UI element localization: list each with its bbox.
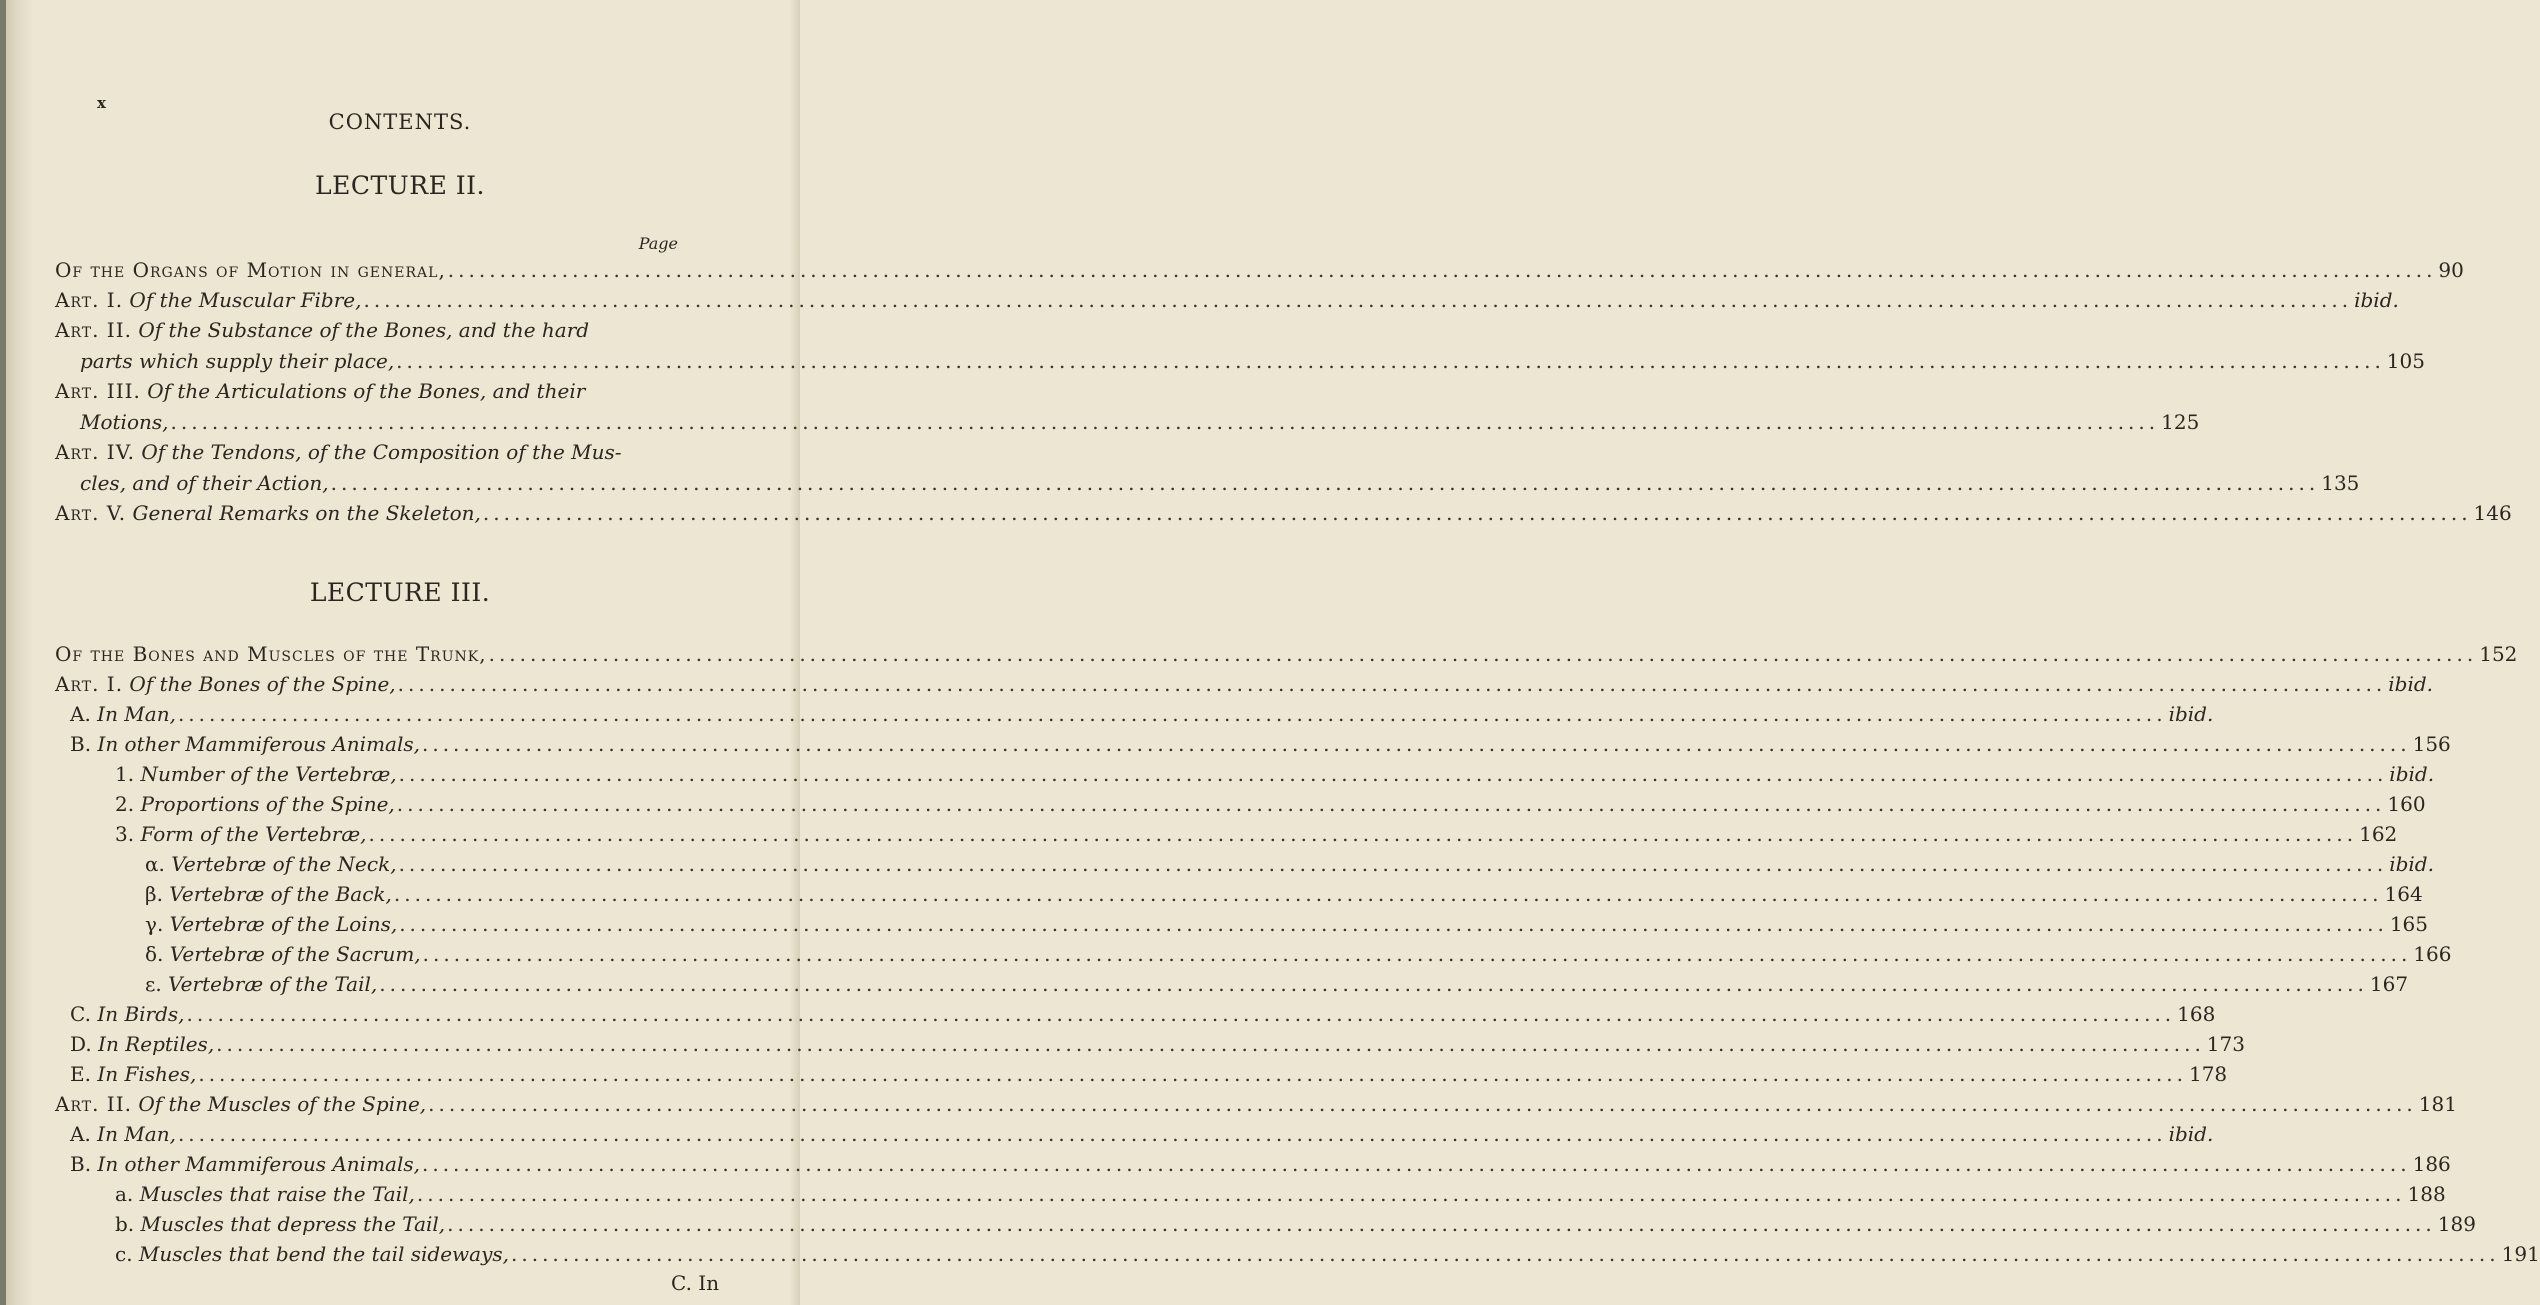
toc-entry-text: Of the Articulations of the Bones, and their <box>147 379 586 403</box>
toc-entry-label: E. <box>70 1062 91 1086</box>
toc-entry-text: Vertebræ of the Neck, <box>171 852 397 876</box>
toc-page-number: 156 <box>2412 732 2451 756</box>
toc-page-number: ibid. <box>2168 702 2214 726</box>
leader-dots <box>363 288 2352 312</box>
toc-entry-label: A. <box>70 702 91 726</box>
toc-entry-label: b. <box>115 1212 135 1236</box>
leader-dots <box>171 410 2160 434</box>
leader-dots <box>447 1212 2436 1236</box>
toc-entry-label: C. <box>70 1002 91 1026</box>
toc-entry[interactable] <box>115 762 2435 786</box>
toc-entry[interactable] <box>115 822 2398 846</box>
toc-page-number: ibid. <box>2168 1122 2214 1146</box>
leader-dots <box>399 852 2388 876</box>
toc-entry-label: Art. I. <box>55 288 124 312</box>
leader-dots <box>178 702 2167 726</box>
toc-entry[interactable] <box>145 972 2409 996</box>
toc-entry-text: In Reptiles, <box>98 1032 215 1056</box>
toc-entry-label: c. <box>115 1242 133 1266</box>
leader-dots <box>216 1032 2205 1056</box>
toc-entry-label: 3. <box>115 822 135 846</box>
toc-page-number: ibid. <box>2389 852 2434 876</box>
leader-dots <box>178 1122 2167 1146</box>
toc-entry[interactable] <box>70 732 2451 756</box>
leader-dots <box>417 1182 2406 1206</box>
toc-entry-text: Of the Muscles of the Spine, <box>138 1092 427 1116</box>
toc-page-number: 146 <box>2473 501 2512 525</box>
toc-entry-label: Art. IV. <box>55 440 135 464</box>
toc-entry-text: In Man, <box>97 702 176 726</box>
toc-entry[interactable] <box>70 702 2214 726</box>
toc-entry-text: In Fishes, <box>97 1062 197 1086</box>
toc-entry-art-5[interactable] <box>55 501 2512 525</box>
toc-page-number: 173 <box>2206 1032 2245 1056</box>
toc-page-number: 191 <box>2501 1242 2540 1266</box>
leader-dots <box>398 672 2387 696</box>
leader-dots <box>489 642 2478 666</box>
toc-entry-text: Form of the Vertebræ, <box>140 822 367 846</box>
leader-dots <box>379 972 2368 996</box>
leader-dots <box>511 1242 2500 1266</box>
toc-entry-text: Vertebræ of the Loins, <box>169 912 398 936</box>
toc-entry-text: Vertebræ of the Sacrum, <box>169 942 421 966</box>
toc-entry-label: Art. II. <box>55 1092 132 1116</box>
toc-page-number: 90 <box>2438 258 2464 282</box>
toc-entry-label: B. <box>70 732 92 756</box>
toc-page-number: ibid. <box>2388 672 2434 696</box>
page-folio: x <box>97 94 106 112</box>
toc-entry-label: a. <box>115 1182 134 1206</box>
toc-entry-text: Vertebræ of the Tail, <box>168 972 378 996</box>
toc-entry[interactable] <box>145 912 2429 936</box>
toc-entry[interactable] <box>145 942 2452 966</box>
toc-entry[interactable] <box>115 792 2426 816</box>
toc-entry-label: Art. II. <box>55 318 132 342</box>
toc-entry-text: Proportions of the Spine, <box>140 792 395 816</box>
leader-dots <box>198 1062 2187 1086</box>
toc-entry[interactable] <box>55 642 2518 666</box>
toc-entry[interactable] <box>115 1212 2476 1236</box>
leader-dots <box>394 882 2383 906</box>
toc-entry-label: ε. <box>145 972 162 996</box>
leader-dots <box>331 471 2320 495</box>
toc-entry-art-4-line-2[interactable] <box>80 471 2360 495</box>
toc-entry-label: γ. <box>145 912 164 936</box>
leader-dots <box>422 1152 2411 1176</box>
toc-page-number: ibid. <box>2354 288 2399 312</box>
toc-entry-text: parts which supply their place, <box>80 349 395 373</box>
toc-entry-text: In other Mammiferous Animals, <box>97 732 420 756</box>
toc-entry[interactable] <box>70 1002 2216 1026</box>
toc-entry-label: β. <box>145 882 163 906</box>
toc-entry-text: Of the Bones and Muscles of the Trunk, <box>55 642 487 666</box>
toc-entry[interactable] <box>70 1062 2228 1086</box>
toc-entry-text: Of the Muscular Fibre, <box>129 288 362 312</box>
toc-entry[interactable] <box>55 672 2434 696</box>
leader-dots <box>187 1002 2176 1026</box>
lecture-3-title: LECTURE III. <box>309 578 491 607</box>
leader-dots <box>396 349 2385 373</box>
toc-entry-art-4-line-1[interactable] <box>55 440 622 464</box>
leader-dots <box>399 762 2388 786</box>
leader-dots <box>448 258 2437 282</box>
toc-page-number: 168 <box>2177 1002 2216 1026</box>
toc-entry-art-2-line-1[interactable] <box>55 318 589 342</box>
toc-entry-art-2-line-2[interactable] <box>80 349 2425 373</box>
toc-page-number: 162 <box>2359 822 2398 846</box>
toc-page-number: 135 <box>2321 471 2360 495</box>
leader-dots <box>422 732 2411 756</box>
toc-entry-art-3-line-1[interactable] <box>55 379 585 403</box>
toc-entry-text: In other Mammiferous Animals, <box>97 1152 420 1176</box>
catchword: C. In <box>671 1271 720 1295</box>
toc-entry-text: Number of the Vertebræ, <box>140 762 397 786</box>
toc-entry[interactable] <box>55 1092 2457 1116</box>
toc-entry-text: Of the Organs of Motion in general, <box>55 258 446 282</box>
leader-dots <box>397 792 2386 816</box>
toc-entry-label: Art. I. <box>55 672 124 696</box>
toc-entry-organs-of-motion[interactable] <box>55 258 2464 282</box>
toc-page-number: 188 <box>2407 1182 2446 1206</box>
leader-dots <box>423 942 2412 966</box>
toc-entry-label: 2. <box>115 792 135 816</box>
toc-entry[interactable] <box>70 1152 2451 1176</box>
leader-dots <box>368 822 2357 846</box>
toc-entry-label: A. <box>70 1122 91 1146</box>
leader-dots <box>483 501 2472 525</box>
leader-dots <box>399 912 2388 936</box>
toc-page-number: 105 <box>2386 349 2425 373</box>
toc-entry-text: Motions, <box>80 410 169 434</box>
toc-entry-label: Art. III. <box>55 379 141 403</box>
running-head: CONTENTS. <box>328 110 472 134</box>
toc-entry-text: Of the Bones of the Spine, <box>129 672 396 696</box>
toc-entry-text: In Man, <box>97 1122 176 1146</box>
toc-entry-art-1[interactable] <box>55 288 2399 312</box>
toc-page-number: 125 <box>2161 410 2200 434</box>
toc-entry[interactable] <box>70 1122 2214 1146</box>
lecture-2-title: LECTURE II. <box>315 171 485 200</box>
toc-entry-text: Muscles that raise the Tail, <box>139 1182 415 1206</box>
toc-entry-text: Muscles that depress the Tail, <box>140 1212 446 1236</box>
toc-entry[interactable] <box>70 1032 2245 1056</box>
toc-entry-label: δ. <box>145 942 164 966</box>
toc-page-number: 152 <box>2479 642 2518 666</box>
toc-page-number: 166 <box>2413 942 2452 966</box>
leader-dots <box>428 1092 2417 1116</box>
toc-page-number: ibid. <box>2389 762 2435 786</box>
toc-page-number: 165 <box>2389 912 2429 936</box>
toc-entry-label: Art. V. <box>55 501 127 525</box>
toc-entry-text: Of the Substance of the Bones, and the hard <box>138 318 590 342</box>
toc-entry-label: α. <box>145 852 165 876</box>
toc-entry[interactable] <box>145 882 2423 906</box>
toc-entry-art-3-line-2[interactable] <box>80 410 2200 434</box>
toc-page-number: 167 <box>2369 972 2409 996</box>
toc-entry-text: cles, and of their Action, <box>80 471 329 495</box>
toc-entry-label: B. <box>70 1152 92 1176</box>
toc-entry-text: In Birds, <box>97 1002 185 1026</box>
toc-entry-text: Vertebræ of the Back, <box>169 882 392 906</box>
toc-entry-label: D. <box>70 1032 92 1056</box>
page-column-label: Page <box>638 234 678 253</box>
toc-entry[interactable] <box>115 1182 2446 1206</box>
toc-entry-text: Of the Tendons, of the Composition of the Mus- <box>141 440 622 464</box>
toc-page-number: 189 <box>2437 1212 2476 1236</box>
toc-entry-label: 1. <box>115 762 135 786</box>
toc-page-number: 181 <box>2418 1092 2457 1116</box>
toc-entry[interactable] <box>145 852 2434 876</box>
toc-page-number: 164 <box>2384 882 2423 906</box>
toc-page-number: 178 <box>2188 1062 2228 1086</box>
toc-page-number: 186 <box>2412 1152 2451 1176</box>
toc-entry-text: Muscles that bend the tail sideways, <box>138 1242 509 1266</box>
toc-entry-text: General Remarks on the Skeleton, <box>132 501 481 525</box>
toc-entry[interactable] <box>115 1242 2540 1266</box>
toc-page-number: 160 <box>2387 792 2426 816</box>
